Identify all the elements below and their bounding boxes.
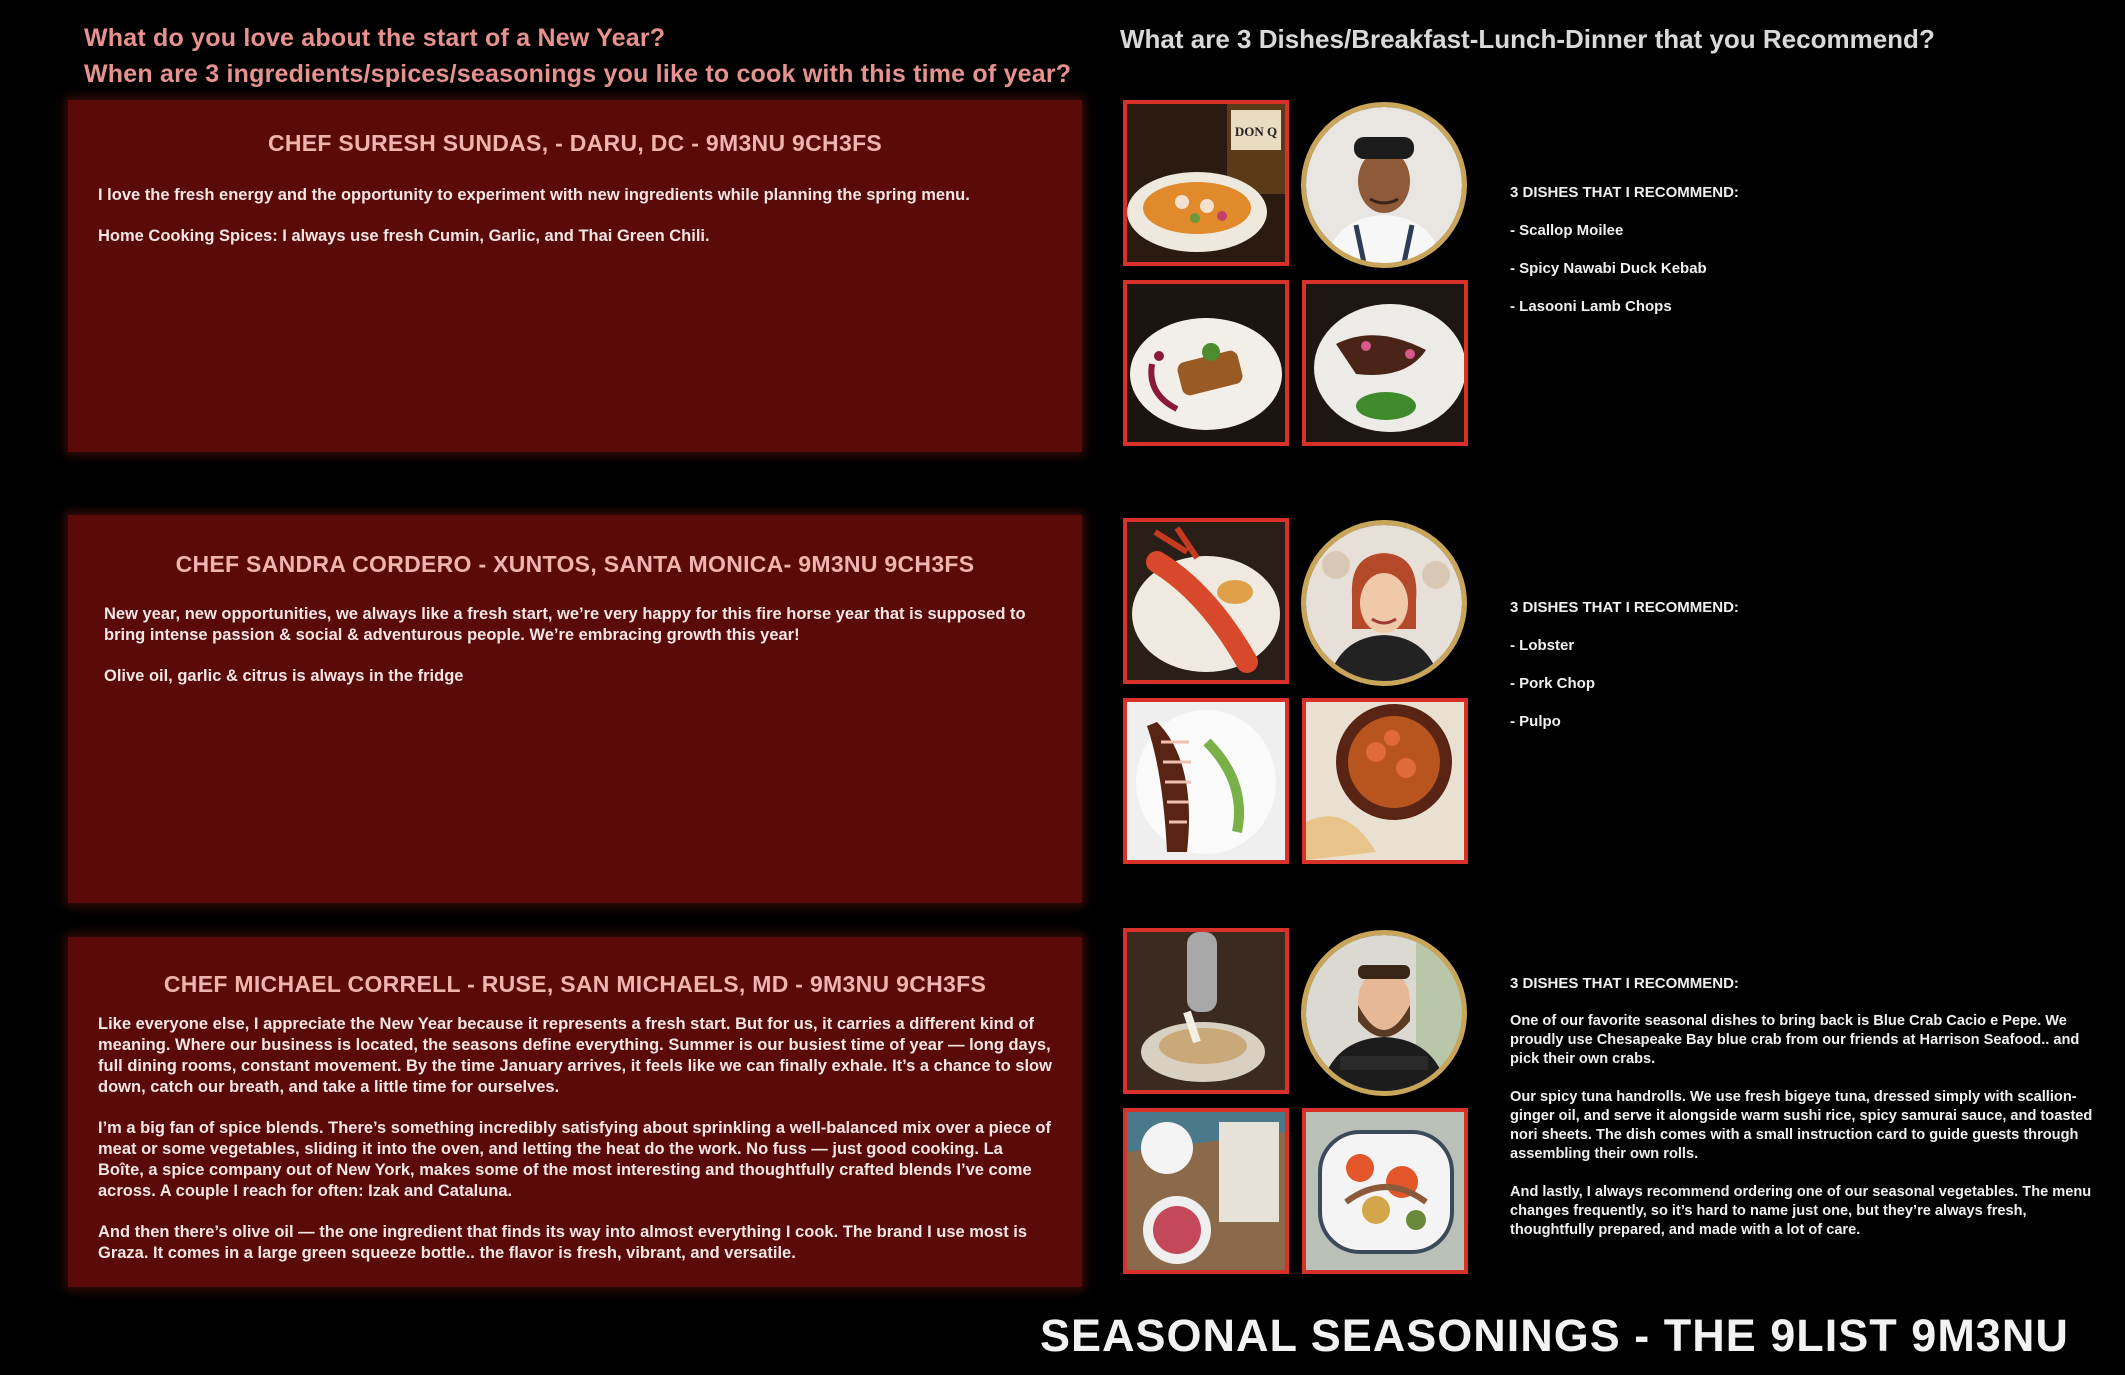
recommendations-cordero	[1510, 599, 1739, 751]
chef-portrait-cordero	[1301, 520, 1467, 686]
dish-photo-pulpo	[1302, 698, 1468, 864]
rec-dish: - Lasooni Lamb Chops	[1510, 298, 1672, 315]
chef-answer-spices: Olive oil, garlic & citrus is always in the fridge	[104, 667, 464, 685]
question-dishes: What are 3 Dishes/Breakfast-Lunch-Dinner that you Recommend?	[1120, 24, 1935, 54]
dish-photo-scallop-moilee	[1123, 100, 1289, 266]
footer-title: SEASONAL SEASONINGS - THE 9LIST 9M3NU	[1040, 1310, 2069, 1361]
rec-paragraph: And lastly, I always recommend ordering one of our seasonal vegetables. The menu changes frequently, so it’s hard to name just one, but they’re always fresh, thoughtfully prepared, and made with a lot of care.	[1510, 1184, 2092, 1238]
dish-photo-crab-cacio-e-pepe	[1123, 928, 1289, 1094]
dish-photo-pork-chop	[1123, 698, 1289, 864]
question-ingredients: When are 3 ingredients/spices/seasonings you like to cook with this time of year?	[84, 60, 1072, 88]
rec-paragraph: Our spicy tuna handrolls. We use fresh bigeye tuna, dressed simply with scallion-ginger oil, and serve it alongside warm sushi rice, spicy samurai sauce, and toasted nori sheets. The dish comes with a small instruction card to guide guests through assembling their own rolls.	[1510, 1089, 2093, 1162]
rec-paragraph: One of our favorite seasonal dishes to bring back is Blue Crab Cacio e Pepe. We proudly use Chesapeake Bay blue crab from our friends at Harrison Seafood.. and pick their own crabs.	[1510, 1013, 2080, 1067]
rec-heading-correll: 3 DISHES THAT I RECOMMEND:	[1510, 975, 1739, 992]
bottle-label: DON Q	[1234, 124, 1278, 139]
rec-dish: - Spicy Nawabi Duck Kebab	[1510, 260, 1707, 277]
chef-answer-new-year: Like everyone else, I appreciate the New Year because it represents a fresh start. But for us, it carries a different kind of meaning. Where our business is located, the seasons define everything. Summer is our busiest time of year — long days, full dining rooms, constant movement. By the time January arrives, it feels like we can finally exhale. It’s a chance to slow down, catch our breath, and take a little time for ourselves.	[98, 1015, 1052, 1096]
chef-panel-cordero	[68, 515, 1082, 903]
chef-title: CHEF MICHAEL CORRELL - RUSE, SAN MICHAELS, MD - 9M3NU 9CH3FS	[163, 971, 987, 997]
chef-answer-spices: I’m a big fan of spice blends. There’s something incredibly satisfying about sprinkling a well-balanced mix over a piece of meat or some vegetables, sliding it into the oven, and letting the heat do the work. No fuss — just good cooking. La Boîte, a spice company out of New York, makes some of the most interesting and thoughtfully crafted blends I’ve come across. A couple I reach for often: Izak and Cataluna.	[98, 1119, 1051, 1200]
recommendations-correll	[1510, 1012, 2095, 1259]
rec-dish: - Pork Chop	[1510, 675, 1595, 692]
dish-photo-lobster	[1123, 518, 1289, 684]
chef-title: CHEF SURESH SUNDAS, - DARU, DC - 9M3NU 9CH3FS	[267, 130, 883, 156]
rec-dish: - Scallop Moilee	[1510, 222, 1624, 239]
chef-portrait-sundas	[1301, 102, 1467, 268]
chef-panel-sundas	[68, 100, 1082, 452]
dish-photo-seasonal-vegetables	[1302, 1108, 1468, 1274]
chef-portrait-correll	[1301, 930, 1467, 1096]
rec-dish: - Pulpo	[1510, 713, 1561, 730]
chef-answer-new-year: New year, new opportunities, we always like a fresh start, we’re very happy for this fire horse year that is supposed to bring intense passion & social & adventurous people. We’re embracing growth this year!	[104, 605, 1026, 644]
rec-heading: 3 DISHES THAT I RECOMMEND:	[1510, 184, 1739, 201]
chef-answer-new-year: I love the fresh energy and the opportunity to experiment with new ingredients while planning the spring menu.	[98, 186, 970, 204]
dish-photo-lamb-chops	[1302, 280, 1468, 446]
question-new-year: What do you love about the start of a New Year?	[84, 24, 666, 52]
dish-photo-duck-kebab	[1123, 280, 1289, 446]
recommendations-sundas	[1510, 184, 1739, 336]
rec-dish: - Lobster	[1510, 637, 1575, 654]
chef-answer-spices: Home Cooking Spices: I always use fresh Cumin, Garlic, and Thai Green Chili.	[98, 227, 710, 245]
dish-photo-tuna-handroll	[1123, 1108, 1289, 1274]
chef-title: CHEF SANDRA CORDERO - XUNTOS, SANTA MONICA- 9M3NU 9CH3FS	[175, 551, 975, 577]
rec-heading: 3 DISHES THAT I RECOMMEND:	[1510, 599, 1739, 616]
chef-panel-correll	[68, 937, 1082, 1287]
chef-answer-olive-oil: And then there’s olive oil — the one ingredient that finds its way into almost everything I cook. The brand I use most is Graza. It comes in a large green squeeze bottle.. the flavor is fresh, vibrant, and versatile.	[98, 1223, 1028, 1262]
